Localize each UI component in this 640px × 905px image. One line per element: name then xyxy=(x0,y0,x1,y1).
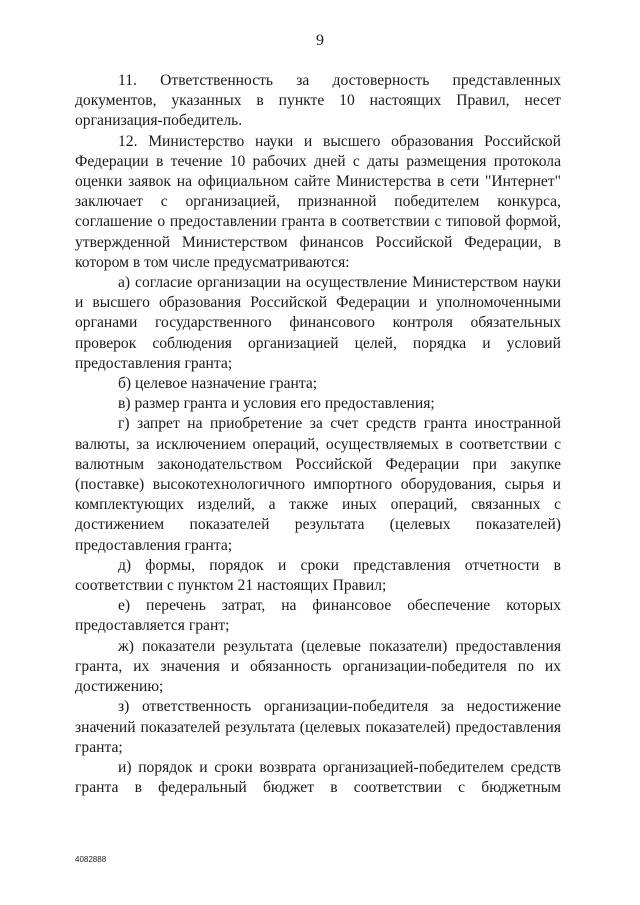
paragraph-12: 12. Министерство науки и высшего образования Российской Федерации в течение 10 рабочих дней с даты размещения протокола оценки заявок на официальном сайте Министерства в сети "Интернет" заключает с организацией, признанной победителем конкурса, соглашение о предоставлении гранта в соответствии с типовой формой, утвержденной Министерством финансов Российской Федерации, в котором в том числе предусматриваются: xyxy=(75,132,561,271)
paragraph-11: 11. Ответственность за достоверность представленных документов, указанных в пункте 10 настоящих Правил, несет организация-победитель. xyxy=(75,72,561,130)
subitem-zh: ж) показатели результата (целевые показатели) предоставления гранта, их значения и обязанность организации-победителя по их достижению; xyxy=(75,637,561,696)
subitem-z: з) ответственность организации-победителя за недостижение значений показателей результата (целевых показателей) предоставления гранта; xyxy=(75,698,561,756)
subitem-g: г) запрет на приобретение за счет средств гранта иностранной валюты, за исключением операций, осуществляемых в соответствии с валютным законодательством Российской Федерации при закупке (поставке) высокотехнологичного импортного оборудования, сырья и комплектующих изделий, а также иных операций, связанных с достижением показателей результата (целевых показателей) предоставления гранта; xyxy=(75,415,561,554)
subitem-a: а) согласие организации на осуществление Министерством науки и высшего образования Российской Федерации и уполномоченными органами государственного финансового контроля обязательных проверок соблюдения организацией целей, порядка и условий предоставления гранта; xyxy=(75,274,561,372)
document-code: 4082888 xyxy=(75,855,107,864)
subitem-d: д) формы, порядок и сроки представления отчетности в соответствии с пунктом 21 настоящих Правил; xyxy=(75,556,561,595)
subitem-e: е) перечень затрат, на финансовое обеспечение которых предоставляется грант; xyxy=(75,597,561,635)
subitem-i: и) порядок и сроки возврата организацией-победителем средств гранта в федеральный бюджет в соответствии с бюджетным xyxy=(75,758,561,797)
subitem-v: в) размер гранта и условия его предоставления; xyxy=(118,395,435,413)
subitem-b: б) целевое назначение гранта; xyxy=(118,375,318,393)
document-body xyxy=(75,71,561,798)
page-number: 9 xyxy=(316,32,324,49)
